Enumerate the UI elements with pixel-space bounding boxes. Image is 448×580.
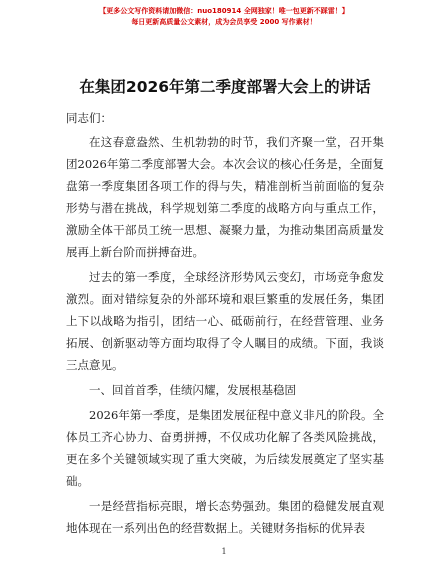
paragraph-business-indicators: 一是经营指标亮眼，增长态势强劲。集团的稳健发展直观地体现在一系列出色的经营数据上。关键财务指标的优异表 (66, 499, 384, 535)
paragraph-intro: 在这春意盎然、生机勃勃的时节，我们齐聚一堂，召开集团2026年第二季度部署大会。本次会议的核心任务是，全面复盘第一季度集团各项工作的得与失，精准剖析当前面临的复杂形势与潜在挑战，科学规划第二季度的战略方向与重点工作，激励全体干部员工统一思想、凝聚力量，为推动集团高质量发展再上新台阶而拼搏奋进。 (66, 135, 384, 259)
promo-banner-line-2: 每日更新高质量公文素材，成为会员享受 2000 写作素材！ (131, 18, 317, 26)
promo-banner (0, 6, 448, 28)
section-heading-1: 一、回首首季，佳绩闪耀，发展根基稳固 (89, 383, 296, 397)
promo-banner-line-1: 【更多公文写作资料请加微信：nuo180914 全网独家！唯一包更新不踩雷！】 (99, 7, 349, 15)
page-number: 1 (221, 547, 227, 556)
document-body (66, 76, 384, 542)
paragraph-first-quarter: 2026年第一季度，是集团发展征程中意义非凡的阶段。全体员工齐心协力、奋勇拼搏，不仅成功化解了各类风险挑战，更在多个关键领域实现了重大突破，为后续发展奠定了坚实基础。 (66, 408, 384, 488)
document-title: 在集团2026年第二季度部署大会上的讲话 (79, 78, 371, 96)
paragraph-review: 过去的第一季度，全球经济形势风云变幻，市场竞争愈发激烈。面对错综复杂的外部环境和艰巨繁重的发展任务，集团上下以战略为指引，团结一心、砥砺前行，在经营管理、业务拓展、创新驱动等方面均取得了令人瞩目的成绩。下面，我谈三点意见。 (66, 270, 384, 372)
greeting: 同志们： (66, 111, 112, 125)
